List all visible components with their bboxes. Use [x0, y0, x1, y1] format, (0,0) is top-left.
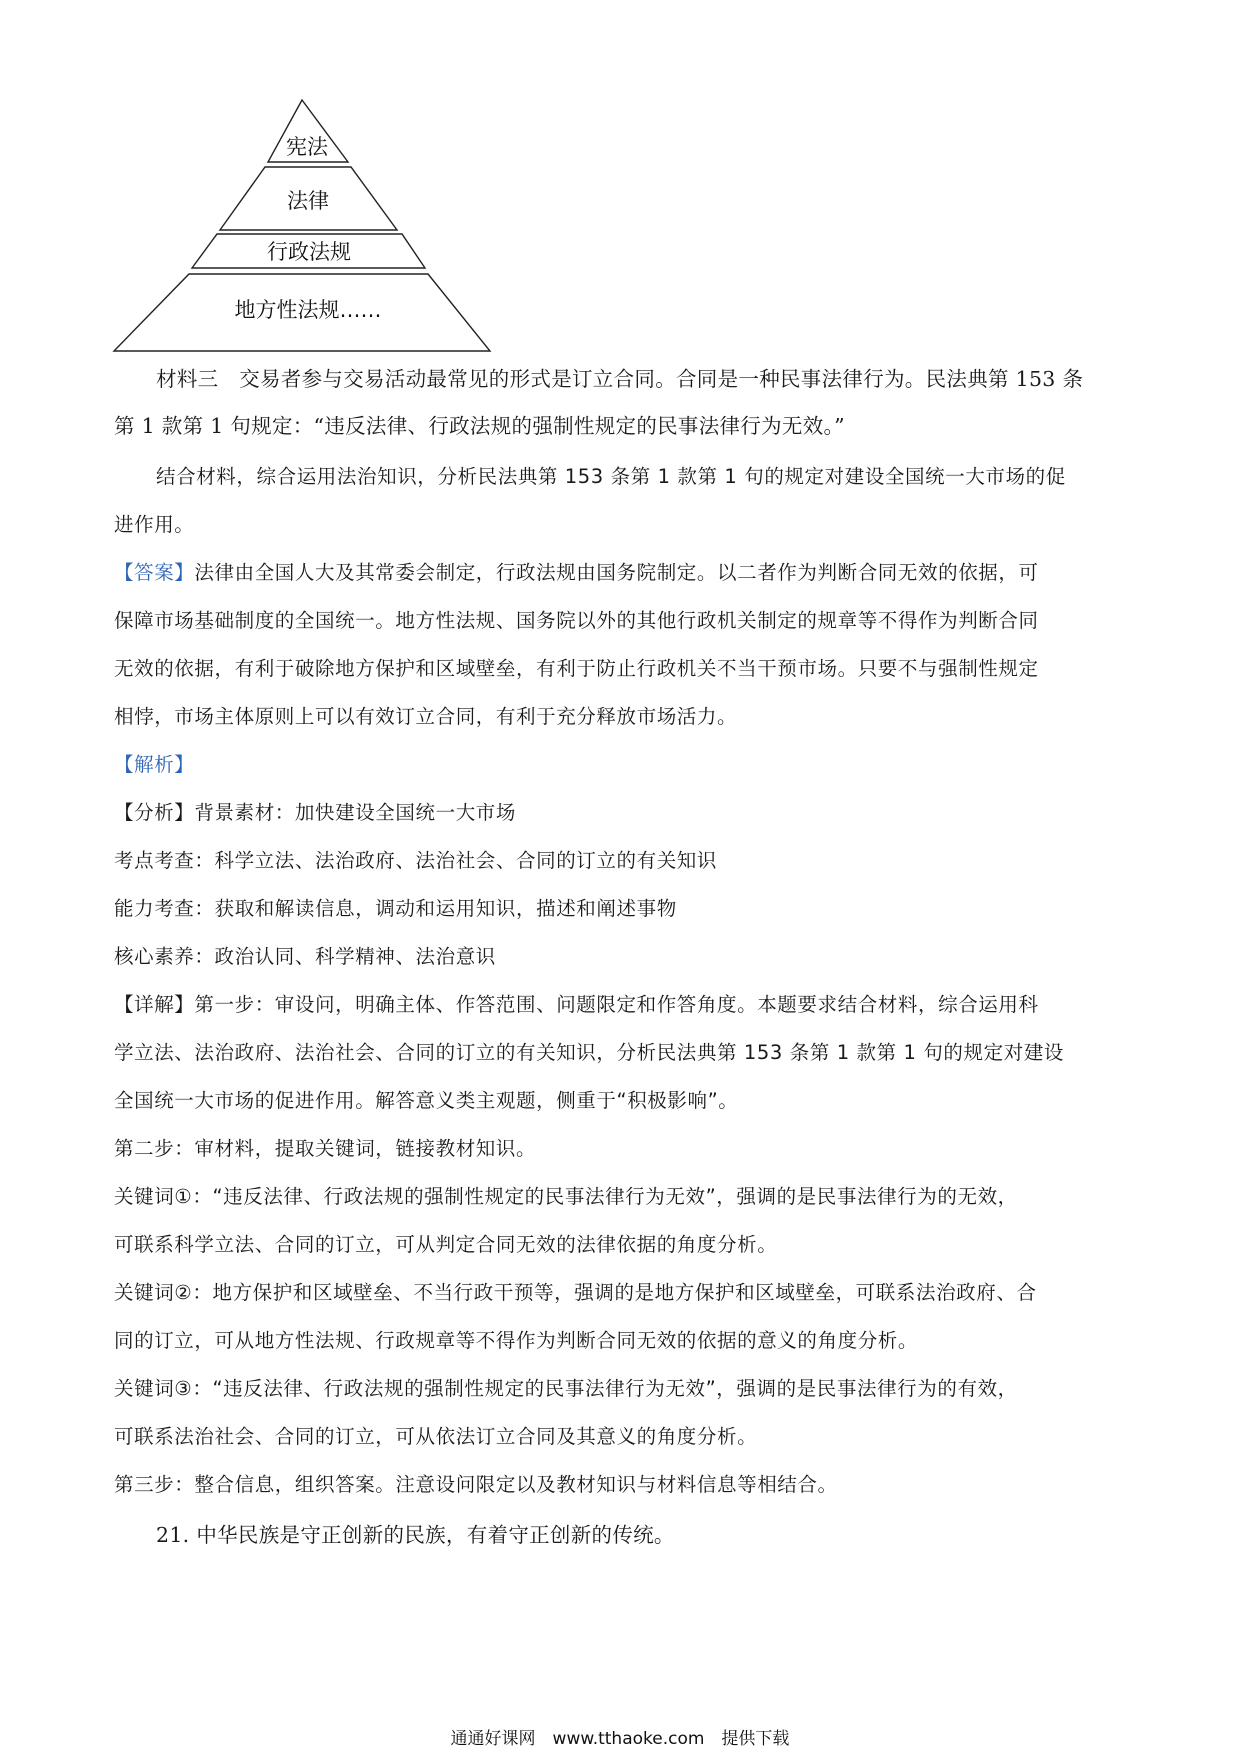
material-text-line: 材料三 交易者参与交易活动最常见的形式是订立合同。合同是一种民事法律行为。民法典第 153 条	[156, 367, 1084, 391]
question-text-line: 进作用。	[114, 513, 195, 536]
analysis-tag: 【解析】	[114, 753, 195, 776]
analysis-line: 关键词①：“违反法律、行政法规的强制性规定的民事法律行为无效”，强调的是民事法律行为的无效，	[114, 1185, 1018, 1208]
pyramid-label-admin-regulations: 行政法规	[267, 240, 351, 264]
answer-line	[114, 558, 1134, 588]
analysis-line: 考点考查：科学立法、法治政府、法治社会、合同的订立的有关知识	[114, 849, 718, 872]
page-footer: 通通好课网 www.tthaoke.com 提供下载	[450, 1729, 790, 1749]
pyramid-label-constitution: 宪法	[286, 135, 328, 159]
analysis-line: 核心素养：政治认同、科学精神、法治意识	[114, 945, 496, 968]
analysis-line: 关键词②：地方保护和区域壁垒、不当行政干预等，强调的是地方保护和区域壁垒，可联系法治政府、合	[114, 1281, 1037, 1304]
answer-line: 保障市场基础制度的全国统一。地方性法规、国务院以外的其他行政机关制定的规章等不得作为判断合同	[114, 609, 1039, 632]
analysis-line: 可联系法治社会、合同的订立，可从依法订立合同及其意义的角度分析。	[114, 1425, 758, 1448]
analysis-line: 第三步：整合信息，组织答案。注意设问限定以及教材知识与材料信息等相结合。	[114, 1473, 838, 1496]
next-question-heading: 21. 中华民族是守正创新的民族，有着守正创新的传统。	[156, 1523, 675, 1547]
analysis-line: 全国统一大市场的促进作用。解答意义类主观题，侧重于“积极影响”。	[114, 1089, 739, 1112]
answer-text: 法律由全国人大及其常委会制定，行政法规由国务院制定。以二者作为判断合同无效的依据，可	[194, 561, 1039, 584]
law-hierarchy-pyramid	[112, 96, 512, 356]
analysis-line: 能力考查：获取和解读信息，调动和运用知识，描述和阐述事物	[114, 897, 677, 920]
pyramid-label-local-regulations: 地方性法规……	[234, 298, 382, 322]
analysis-line: 第二步：审材料，提取关键词，链接教材知识。	[114, 1137, 537, 1160]
analysis-line: 学立法、法治政府、法治社会、合同的订立的有关知识，分析民法典第 153 条第 1 款第 1 句的规定对建设	[114, 1041, 1065, 1064]
analysis-line: 关键词③：“违反法律、行政法规的强制性规定的民事法律行为无效”，强调的是民事法律行为的有效，	[114, 1377, 1018, 1400]
analysis-line: 【分析】背景素材：加快建设全国统一大市场	[114, 801, 517, 824]
question-text-line: 结合材料，综合运用法治知识，分析民法典第 153 条第 1 款第 1 句的规定对建设全国统一大市场的促	[156, 465, 1066, 488]
analysis-line: 可联系科学立法、合同的订立，可从判定合同无效的法律依据的角度分析。	[114, 1233, 778, 1256]
analysis-line: 同的订立，可从地方性法规、行政规章等不得作为判断合同无效的依据的意义的角度分析。	[114, 1329, 919, 1352]
pyramid-label-law: 法律	[287, 189, 329, 213]
answer-line: 无效的依据，有利于破除地方保护和区域壁垒，有利于防止行政机关不当干预市场。只要不与强制性规定	[114, 657, 1039, 680]
material-text-line: 第 1 款第 1 句规定：“违反法律、行政法规的强制性规定的民事法律行为无效。”	[114, 414, 845, 438]
answer-line: 相悖，市场主体原则上可以有效订立合同，有利于充分释放市场活力。	[114, 705, 738, 728]
analysis-line: 【详解】第一步：审设问，明确主体、作答范围、问题限定和作答角度。本题要求结合材料，综合运用科	[114, 993, 1039, 1016]
answer-tag: 【答案】	[114, 561, 195, 584]
